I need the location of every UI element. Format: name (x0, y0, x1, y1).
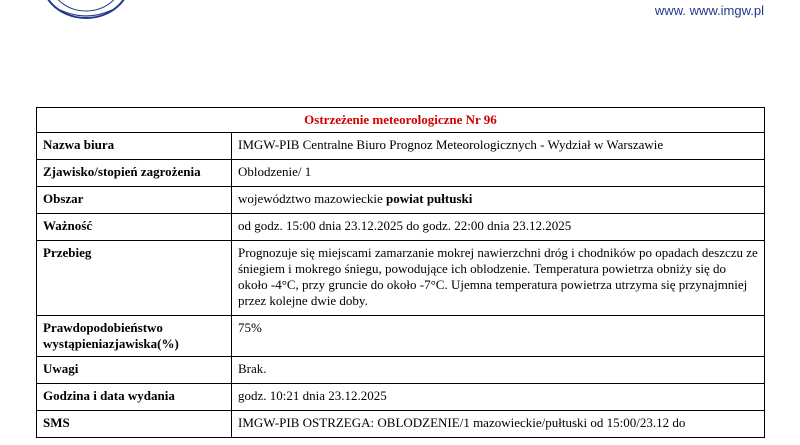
row-value: 75% (232, 316, 765, 357)
table-row (37, 160, 765, 187)
row-value: od godz. 15:00 dnia 23.12.2025 do godz. 22:00 dnia 23.12.2025 (232, 214, 765, 241)
row-label: Obszar (37, 187, 232, 214)
row-label: Godzina i data wydania (37, 384, 232, 411)
row-label: SMS (37, 411, 232, 438)
imgw-logo (40, 0, 132, 20)
table-row (37, 133, 765, 160)
table-row (37, 357, 765, 384)
area-voivodeship: województwo mazowieckie (238, 191, 387, 206)
area-county: powiat pułtuski (386, 191, 473, 206)
website-url[interactable]: www. www.imgw.pl (654, 3, 764, 18)
table-row (37, 187, 765, 214)
row-value (232, 187, 765, 214)
warning-table (36, 107, 765, 438)
row-label: Ważność (37, 214, 232, 241)
row-value: IMGW-PIB Centralne Biuro Prognoz Meteorologicznych - Wydział w Warszawie (232, 133, 765, 160)
row-value: Prognozuje się miejscami zamarzanie mokrej nawierzchni dróg i chodników po opadach deszczu ze śniegiem i mokrego śniegu, powodujące ich oblodzenie. Temperatura powietrza obniży się do około -4°C, przy gruncie do około -7°C. Ujemna temperatura powietrza utrzyma się przynajmniej przez kolejne dwie doby. (232, 241, 765, 316)
warning-title: Ostrzeżenie meteorologiczne Nr 96 (37, 108, 765, 133)
table-row (37, 241, 765, 316)
row-label: Nazwa biura (37, 133, 232, 160)
table-row (37, 411, 765, 438)
table-row (37, 316, 765, 357)
row-value: godz. 10:21 dnia 23.12.2025 (232, 384, 765, 411)
table-row (37, 214, 765, 241)
row-label: Prawdopodobieństwo wystąpieniazjawiska(%) (37, 316, 232, 357)
row-label: Uwagi (37, 357, 232, 384)
row-value: Oblodzenie/ 1 (232, 160, 765, 187)
row-value: Brak. (232, 357, 765, 384)
table-row (37, 384, 765, 411)
row-label: Przebieg (37, 241, 232, 316)
row-value: IMGW-PIB OSTRZEGA: OBLODZENIE/1 mazowieckie/pułtuski od 15:00/23.12 do (232, 411, 765, 438)
row-label: Zjawisko/stopień zagrożenia (37, 160, 232, 187)
